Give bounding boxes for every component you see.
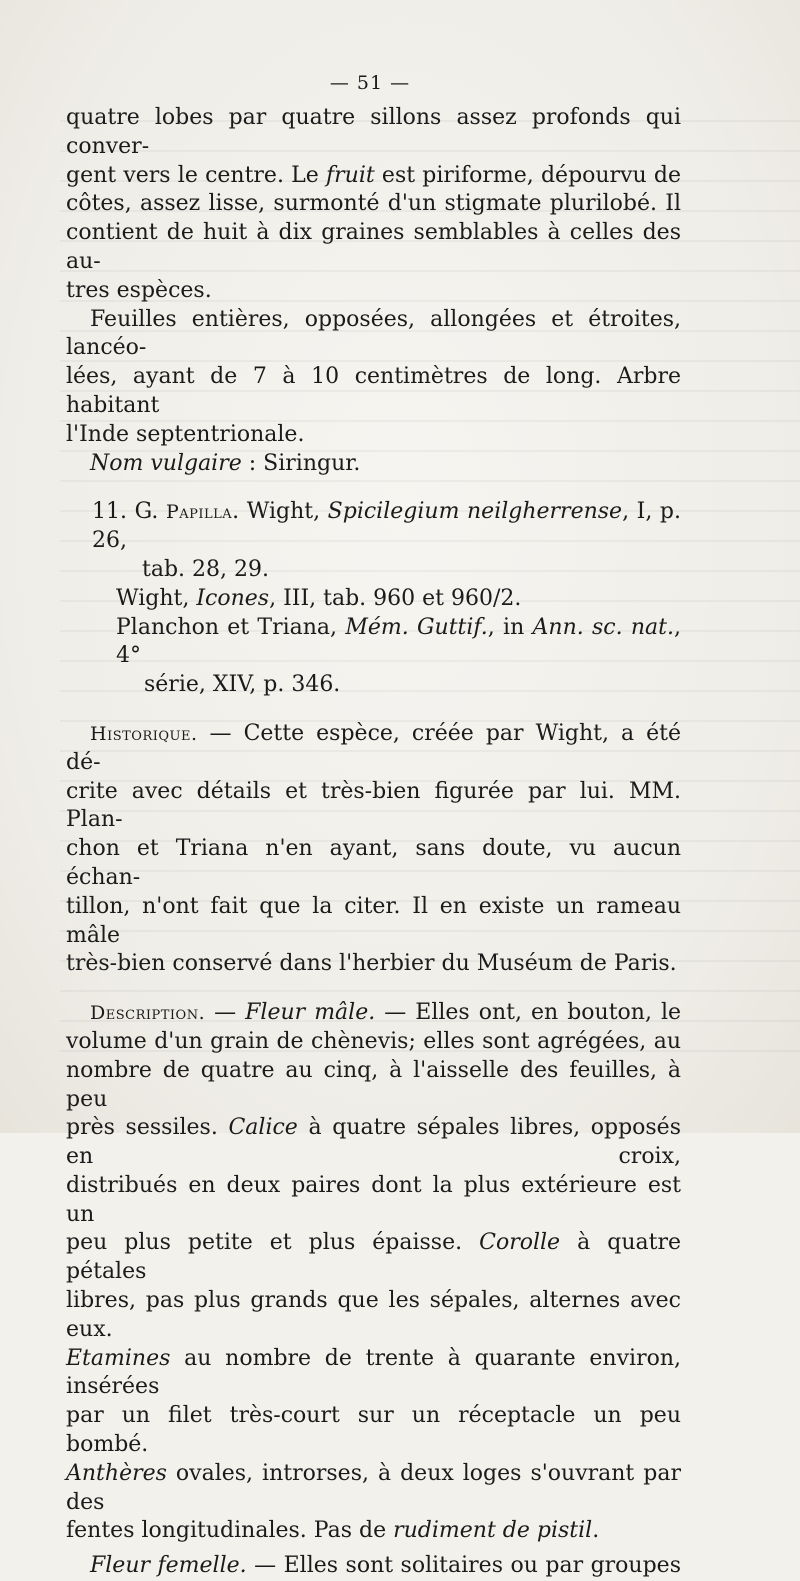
- text-line: gent vers le centre. Le fruit est piriforme, dépourvu de: [66, 162, 681, 188]
- fleur-femelle-line: Fleur femelle. — Elles sont solitaires ou par groupes: [90, 1553, 681, 1579]
- text-line: contient de huit à dix graines semblables à celles des au-: [66, 220, 681, 274]
- reference-planchon: Planchon et Triana, Mém. Guttif., in Ann. sc. nat., 4°: [116, 614, 681, 669]
- vernacular-name: Nom vulgaire : Siringur.: [90, 450, 361, 476]
- text-line: nombre de quatre au cinq, à l'aisselle des feuilles, à peu: [66, 1057, 681, 1112]
- species-heading: 11. G. Papilla. Wight, Spicilegium neilgherrense, I, p. 26,: [92, 499, 681, 554]
- text-line: crite avec détails et très-bien figurée par lui. MM. Plan-: [66, 778, 681, 833]
- text-line: près sessiles. Calice à quatre sépales libres, opposés en croix,: [66, 1115, 681, 1170]
- text-line: Feuilles entières, opposées, allongées et étroites, lancéo-: [66, 306, 681, 361]
- body-text: [66, 104, 681, 1581]
- text-line: fentes longitudinales. Pas de rudiment de pistil.: [66, 1518, 600, 1544]
- text-line: libres, pas plus grands que les sépales, alternes avec eux.: [66, 1288, 681, 1342]
- text-line: tillon, n'ont fait que la citer. Il en existe un rameau mâle: [66, 893, 681, 948]
- text-line: par un filet très-court sur un réceptacle un peu bombé.: [66, 1403, 681, 1458]
- text-line: série, XIV, p. 346.: [144, 672, 341, 698]
- page-number: — 51 —: [329, 72, 411, 94]
- text-line: lées, ayant de 7 à 10 centimètres de long. Arbre habitant: [66, 364, 681, 418]
- text-line: côtes, assez lisse, surmonté d'un stigmate plurilobé. Il: [66, 191, 681, 217]
- text-line: volume d'un grain de chènevis; elles sont agrégées, au: [66, 1028, 681, 1054]
- text-line: Etamines au nombre de trente à quarante environ, insérées: [66, 1345, 681, 1400]
- text-line: Anthères ovales, introrses, à deux loges s'ouvrant par des: [66, 1460, 681, 1515]
- text-line: peu plus petite et plus épaisse. Corolle à quatre pétales: [66, 1230, 681, 1285]
- text-line: distribués en deux paires dont la plus extérieure est un: [66, 1172, 681, 1227]
- historique-heading: Historique. — Cette espèce, créée par Wight, a été dé-: [66, 720, 681, 775]
- text-line: l'Inde septentrionale.: [66, 421, 305, 447]
- text-line: chon et Triana n'en ayant, sans doute, vu aucun échan-: [66, 836, 681, 890]
- term-fruit: fruit: [326, 162, 375, 188]
- text-line: tres espèces.: [66, 277, 212, 303]
- text-line: très-bien conservé dans l'herbier du Muséum de Paris.: [66, 951, 677, 977]
- description-heading: Description. — Fleur mâle. — Elles ont, en bouton, le: [90, 1000, 682, 1026]
- text-line: tab. 28, 29.: [142, 556, 269, 582]
- text-line: quatre lobes par quatre sillons assez profonds qui conver-: [66, 105, 681, 159]
- reference-wight: Wight, Icones, III, tab. 960 et 960/2.: [116, 585, 522, 611]
